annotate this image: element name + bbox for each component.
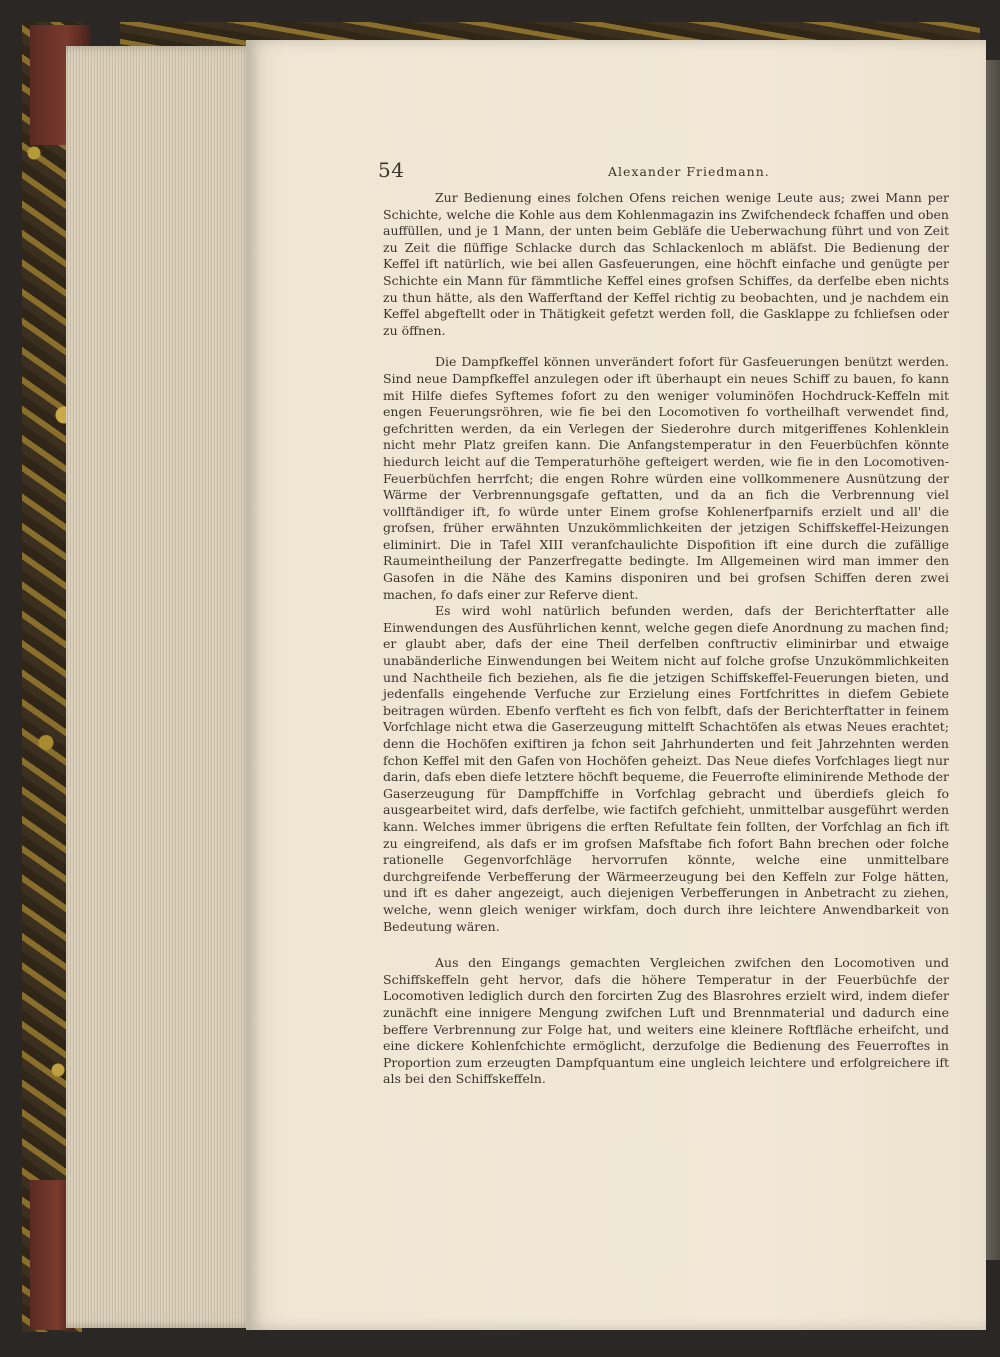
page-stack-edge	[66, 46, 256, 1328]
paragraph-4: Aus den Eingangs gemachten Vergleichen zwifchen den Locomotiven und Schiffskeffeln geht hervor, dafs die höhere Temperatur in der Feuerbüchfe der Locomotiven lediglich durch den forcirten Zug des Blasrohres erzielt wird, indem diefer zunächft eine innigere Mengung zwifchen Luft und Brennmaterial und dadurch eine beffere Verbrennung zur Folge hat, und weiters eine kleinere Roftfläche erheifcht, und eine dickere Kohlenfchichte ermöglicht, derzufolge die Bedienung des Feuerroftes in Proportion zum erzeugten Dampfquantum eine ungleich leichtere und erfolgreichere ift als bei den Schiffskeffeln.	[383, 955, 949, 1087]
running-title: Alexander Friedmann.	[608, 164, 770, 179]
paragraph-2: Die Dampfkeffel können unverändert fofort für Gasfeuerungen benützt werden. Sind neue Dampfkeffel anzulegen oder ift überhaupt ein neues Schiff zu bauen, fo kann mit Hilfe diefes Syftemes fofort zu den weniger voluminöfen Hochdruck-Keffeln mit engen Feuerungsröhren, wie fie bei den Locomotiven fo vortheilhaft verwendet find, gefchritten werden, da ein Verlegen der Siederohre durch mitgeriffenes Kohlenklein nicht mehr Platz greifen kann. Die Anfangstemperatur in den Feuerbüchfen könnte hiedurch leicht auf die Temperaturhöhe gefteigert werden, wie fie in den Locomotiven-Feuerbüchfen herrfcht; die engen Rohre würden eine vollkommenere Ausnützung der Wärme der Verbrennungsgafe geftatten, und da an fich die Verbrennung viel vollftändiger ift, fo würde unter Einem grofse Kohlenerfparnifs erzielt und all' die grofsen, früher erwähnten Unzukömmlichkeiten der jetzigen Schiffskeffel-Heizungen eliminirt. Die in Tafel XIII veranfchaulichte Dispofition ift eine durch die zufällige Raumeintheilung der Panzerfregatte bedingte. Im Allgemeinen wird man immer den Gasofen in die Nähe des Kamins disponiren und bei grofsen Schiffen deren zwei machen, fo dafs einer zur Referve dient.	[383, 354, 949, 602]
body-text	[383, 190, 949, 1088]
page-header	[378, 158, 958, 184]
paragraph-1: Zur Bedienung eines folchen Ofens reichen wenige Leute aus; zwei Mann per Schichte, welche die Kohle aus dem Kohlenmagazin ins Zwifchendeck fchaffen und oben auffüllen, und je 1 Mann, der unten beim Gebläfe die Ueberwachung führt und von Zeit zu Zeit die flüffige Schlacke durch das Schlackenloch m abläfst. Die Bedienung der Keffel ift natürlich, wie bei allen Gasfeuerungen, eine höchft einfache und genügte per Schichte ein Mann für fämmtliche Keffel eines grofsen Schiffes, da derfelbe eben nichts zu thun hätte, als den Wafferftand der Keffel richtig zu beobachten, und je nachdem ein Keffel abgeftellt oder in Thätigkeit gefetzt werden foll, die Gasklappe zu fchliefsen oder zu öffnen.	[383, 190, 949, 338]
page-number: 54	[378, 158, 405, 182]
paragraph-3: Es wird wohl natürlich befunden werden, dafs der Berichterftatter alle Einwendungen des Ausführlichen kennt, welche gegen diefe Anordnung zu machen find; er glaubt aber, dafs der eine Theil derfelben conftructiv eliminirbar und etwaige unabänderliche Einwendungen bei Weitem nicht auf folche grofse Unzukömmlichkeiten und Nachtheile fich beziehen, als fie die jetzigen Schiffskeffel-Feuerungen bieten, und jedenfalls eingehende Verfuche zur Erzielung eines Fortfchrittes in diefem Gebiete beitragen würden. Ebenfo verfteht es fich von felbft, dafs der Berichterftatter in feinem Vorfchlage nicht etwa die Gaserzeugung mittelft Schachtöfen als etwas Neues erachtet; denn die Hochöfen exiftiren ja fchon seit Jahrhunderten und feit Jahrzehnten werden fchon Keffel mit den Gafen von Hochöfen geheizt. Das Neue diefes Vorfchlages liegt nur darin, dafs eben diefe letztere höchft bequeme, die Feuerrofte eliminirende Methode der Gaserzeugung für Dampffchiffe in Vorfchlag gebracht und überdiefs gleich fo ausgearbeitet wird, dafs derfelbe, wie factifch gefchieht, unmittelbar ausgeführt werden kann. Welches immer übrigens die erften Refultate fein follten, der Vorfchlag an fich ift zu eingreifend, als dafs er im grofsen Mafsftabe fich fofort Bahn brechen oder folche rationelle Gegenvorfchläge hervorrufen könnte, welche eine unmittelbare durchgreifende Verbefferung der Wärmeerzeugung bei den Keffeln zur Folge hätten, und ift es daher angezeigt, auch diejenigen Verbefferungen in Anbetracht zu ziehen, welche, wenn gleich weniger wirkfam, doch durch ihre leichtere Anwendbarkeit von Bedeutung wären.	[383, 603, 949, 934]
